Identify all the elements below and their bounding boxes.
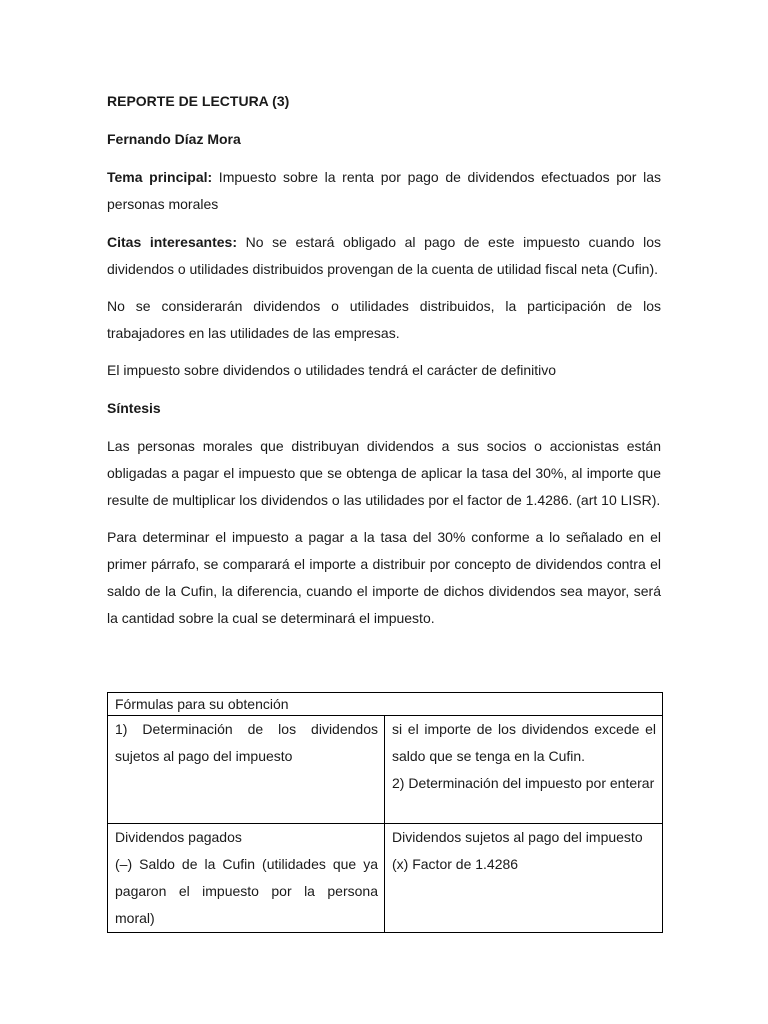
table-row xyxy=(108,824,663,933)
table-header-row xyxy=(108,693,663,716)
table-row xyxy=(108,716,663,824)
cell-text: (–) Saldo de la Cufin (utilidades que ya pagaron el impuesto por la persona moral) xyxy=(115,856,378,926)
tema-label: Tema principal: xyxy=(107,169,213,185)
cell-text: Dividendos pagados xyxy=(115,829,242,845)
cita-paragraph-2: No se considerarán dividendos o utilidades distribuidos, la participación de los trabajadores en las utilidades de las empresas. xyxy=(107,298,661,341)
table-cell xyxy=(108,716,385,824)
cell-text: si el importe de los dividendos excede el saldo que se tenga en la Cufin. xyxy=(392,721,657,764)
citas-text: No se estará obligado al pago de este impuesto cuando los dividendos o utilidades distribuidos provengan de la cuenta de utilidad fiscal neta (Cufin). xyxy=(107,234,661,277)
sintesis-heading: Síntesis xyxy=(107,400,161,416)
document-title: REPORTE DE LECTURA (3) xyxy=(107,93,290,109)
table-cell xyxy=(108,824,385,933)
table-cell xyxy=(385,824,663,933)
formulas-table xyxy=(107,692,663,933)
table-header-cell: Fórmulas para su obtención xyxy=(108,693,663,716)
document-body xyxy=(107,88,661,632)
cell-text: (x) Factor de 1.4286 xyxy=(392,856,519,872)
author-name: Fernando Díaz Mora xyxy=(107,131,241,147)
cita-paragraph-3: El impuesto sobre dividendos o utilidades tendrá el carácter de definitivo xyxy=(107,362,557,378)
cell-text: Dividendos sujetos al pago del impuesto xyxy=(392,829,643,845)
cell-text: 2) Determinación del impuesto por enterar xyxy=(392,775,655,791)
sintesis-paragraph-2: Para determinar el impuesto a pagar a la tasa del 30% conforme a lo señalado en el primer párrafo, se comparará el importe a distribuir por concepto de dividendos contra el saldo de la Cufin, la diferencia, cuando el importe de dichos dividendos sea mayor, será la cantidad sobre la cual se determinará el impuesto. xyxy=(107,529,661,626)
sintesis-paragraph-1: Las personas morales que distribuyan dividendos a sus socios o accionistas están obligadas a pagar el impuesto que se obtenga de aplicar la tasa del 30%, al importe que resulte de multiplicar los dividendos o las utilidades por el factor de 1.4286. (art 10 LISR). xyxy=(107,438,661,508)
citas-label: Citas interesantes: xyxy=(107,234,237,250)
table-cell xyxy=(385,716,663,824)
cell-text: 1) Determinación de los dividendos sujetos al pago del impuesto xyxy=(115,721,378,764)
tema-principal-paragraph xyxy=(107,164,661,218)
citas-paragraph xyxy=(107,229,661,283)
tema-text: Impuesto sobre la renta por pago de dividendos efectuados por las personas morales xyxy=(107,169,661,212)
